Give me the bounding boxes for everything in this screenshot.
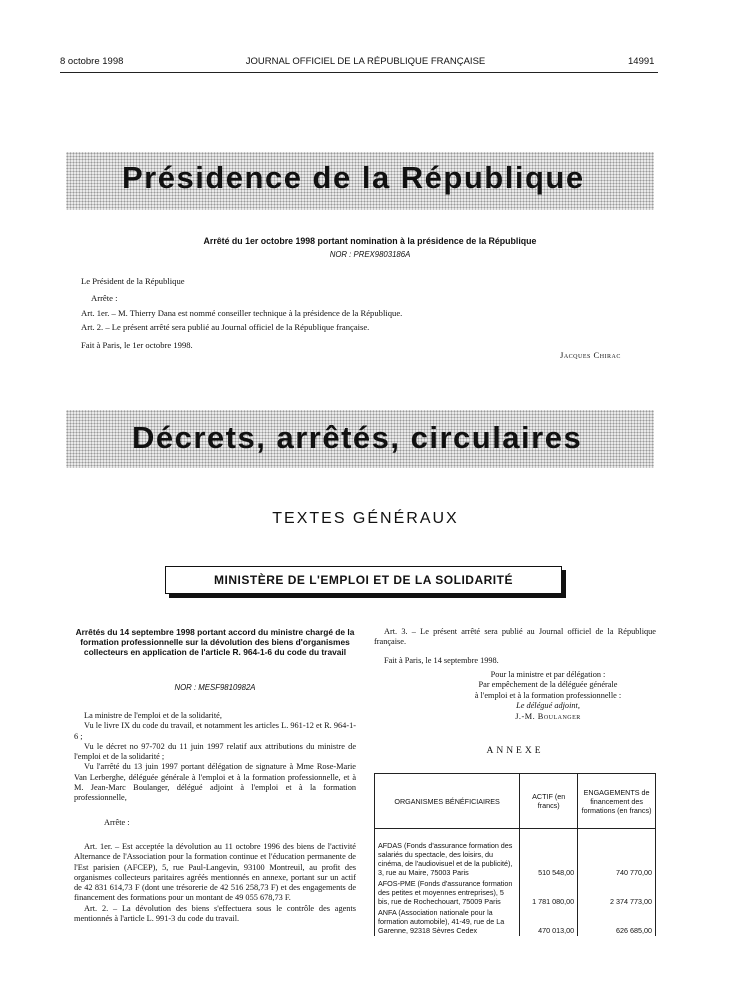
- para-art1: Art. 1er. – Est acceptée la dévolution au 11 octobre 1996 des biens de l'activité Alternance de l'Association pour la formation continue et l'éducation permanente de l'Est parisien (AFCEP), 5, rue Paul-Langevin, 93100 Montreuil, au profit des organismes collecteurs paritaires agréés mentionnés en annexe, portant sur un actif de 42 831 614,73 F (dont une trésorerie de 42 516 258,73 F) et des engagements de financement des formations pour un montant de 49 055 678,73 F.: [74, 841, 356, 903]
- table-header-row: [375, 774, 656, 829]
- preamble: Le Président de la République: [81, 276, 185, 286]
- left-title: Arrêtés du 14 septembre 1998 portant accord du ministre chargé de la formation professionnelle sur la dévolution des biens d'organismes collecteurs en application de l'article R. 964-1-6 du code du travail: [75, 627, 355, 658]
- th-organismes: ORGANISMES BÉNÉFICIAIRES: [375, 774, 520, 829]
- th-engagements: ENGAGEMENTS de financement des formations (en francs): [578, 774, 656, 829]
- para-vu-arrete: Vu l'arrêté du 13 juin 1997 portant délégation de signature à Mme Rose-Marie Van Lerberghe, déléguée générale à l'emploi et à la formation professionnelle, et à M. Jean-Marc Boulanger, délégué adjoint à l'emploi et à la formation professionnelle,: [74, 762, 356, 803]
- signature-chirac: Jacques Chirac: [560, 350, 621, 360]
- para-art3: Art. 3. – Le présent arrêté sera publié au Journal officiel de la République française.: [374, 627, 656, 647]
- annex-table: [374, 773, 656, 936]
- left-nor: NOR : MESF9810982A: [174, 683, 256, 692]
- row-org: AFOS-PME (Fonds d'assurance formation des petites et moyennes entreprises), 5 bis, rue de Rochechouart, 75009 Paris: [375, 878, 520, 907]
- ministry-box: MINISTÈRE DE L'EMPLOI ET DE LA SOLIDARITÉ: [165, 566, 562, 594]
- fait-a-paris: Fait à Paris, le 1er octobre 1998.: [81, 340, 193, 350]
- para-vu-decret: Vu le décret no 97-702 du 11 juin 1997 relatif aux attributions du ministre de l'emploi et de la solidarité ;: [74, 741, 356, 762]
- left-body: [74, 711, 356, 924]
- para-arrete: Arrête :: [104, 817, 130, 827]
- article-2: Art. 2. – Le présent arrêté sera publié au Journal officiel de la République française.: [81, 322, 370, 332]
- table-row: [375, 907, 656, 936]
- page-number: 14991: [628, 56, 655, 67]
- sig-line-1: Pour la ministre et par délégation :: [490, 670, 606, 679]
- sig-line-2: Par empêchement de la déléguée générale: [478, 680, 618, 690]
- table-row: [375, 878, 656, 907]
- textes-generaux: TEXTES GÉNÉRAUX: [272, 510, 459, 527]
- sig-line-5: J.-M. Boulanger: [515, 711, 581, 721]
- row-actif: 510 548,00: [520, 829, 578, 879]
- row-actif: 470 013,00: [520, 907, 578, 936]
- row-actif: 1 781 080,00: [520, 878, 578, 907]
- para-vu-livre: Vu le livre IX du code du travail, et notamment les articles L. 961-12 et R. 964-1-6 ;: [74, 721, 356, 741]
- right-fait: Fait à Paris, le 14 septembre 1998.: [384, 656, 499, 665]
- right-signature-block: [440, 670, 656, 722]
- annexe-title: ANNEXE: [486, 746, 544, 756]
- row-engagements: 740 770,00: [578, 829, 656, 879]
- header-date: 8 octobre 1998: [60, 56, 124, 67]
- right-art3: [374, 627, 656, 648]
- row-org: AFDAS (Fonds d'assurance formation des salariés du spectacle, des loisirs, du cinéma, de l'audiovisuel et de la publicité), 3, rue au Maire, 75003 Paris: [375, 829, 520, 879]
- sig-line-3: à l'emploi et à la formation professionnelle :: [474, 690, 622, 700]
- para-art2: Art. 2. – La dévolution des biens s'effectuera sous le contrôle des agents mentionnés à l'article L. 991-3 du code du travail.: [74, 903, 356, 924]
- article-1: Art. 1er. – M. Thierry Dana est nommé conseiller technique à la présidence de la République.: [81, 308, 403, 318]
- row-org: ANFA (Association nationale pour la formation automobile), 41-49, rue de La Garenne, 92318 Sèvres Cedex: [375, 907, 520, 936]
- arrete-word: Arrête :: [91, 293, 118, 303]
- journal-title: JOURNAL OFFICIEL DE LA RÉPUBLIQUE FRANÇAISE: [245, 56, 486, 67]
- row-engagements: 2 374 773,00: [578, 878, 656, 907]
- table-row: [375, 829, 656, 879]
- arrete-nor: NOR : PREX9803186A: [329, 250, 411, 259]
- para-ministre: La ministre de l'emploi et de la solidarité,: [84, 711, 222, 720]
- section-title-decrets: Décrets, arrêtés, circulaires: [132, 420, 583, 455]
- arrete-title: Arrêté du 1er octobre 1998 portant nomination à la présidence de la République: [203, 236, 537, 246]
- section-title-presidence: Présidence de la République: [122, 160, 585, 195]
- sig-line-4: Le délégué adjoint,: [516, 701, 580, 711]
- row-engagements: 626 685,00: [578, 907, 656, 936]
- th-actif: ACTIF (en francs): [520, 774, 578, 829]
- header-rule: [60, 72, 658, 73]
